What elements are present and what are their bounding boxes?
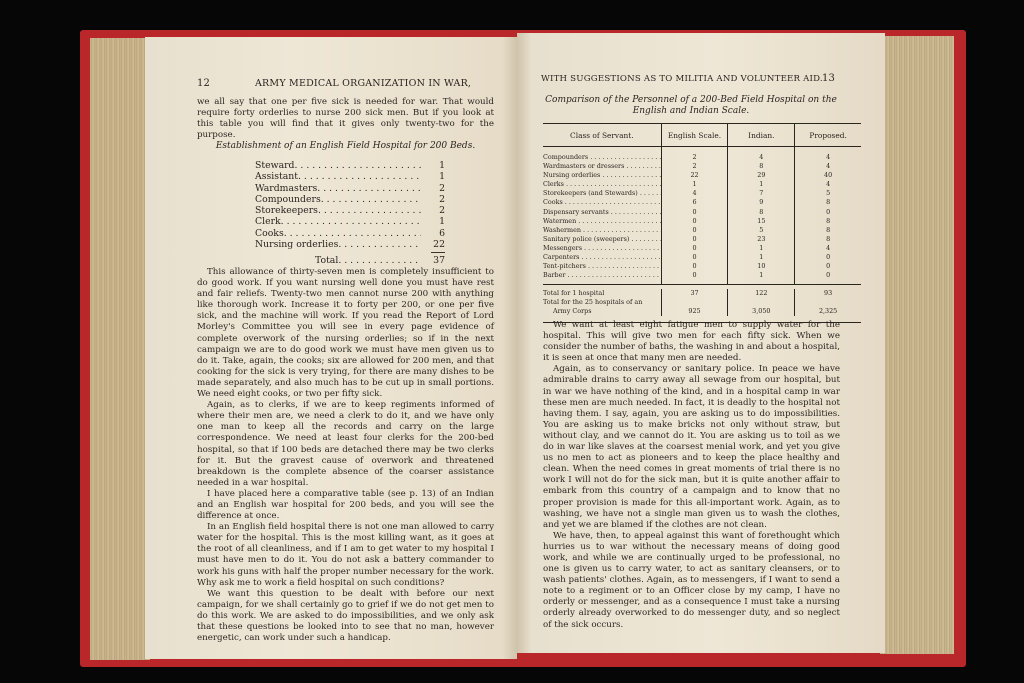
column-header: Proposed. xyxy=(794,124,861,146)
establishment-row: Storekeepers . . . 2 xyxy=(255,205,445,216)
left-body xyxy=(197,267,494,644)
comparison-table xyxy=(543,123,861,323)
table-row: Wardmasters or dressers . . . 2 8 4 xyxy=(543,162,861,171)
table-row: Barber . . . 0 1 0 xyxy=(543,271,861,280)
intro-text: we all say that one per five sick is needed for war. That would require forty orderlies to nurse 200 sick men. But if you look at this table you will find that it gives only twenty-two for the purpose. xyxy=(197,97,494,141)
right-body xyxy=(543,320,840,631)
intro-paragraph xyxy=(197,97,494,141)
column-header: Class of Servant. xyxy=(570,130,634,140)
establishment-total: Total . . . 37 xyxy=(255,255,445,266)
establishment-row: Compounders . . . 2 xyxy=(255,194,445,205)
establishment-row: Wardmasters . . . 2 xyxy=(255,183,445,194)
table-header xyxy=(543,124,861,147)
paragraph: We want at least eight fatigue men to supply water for the hospital. This will give two men for each fifty sick. When we consider the number of baths, the washing in and about a hospital, it is seen at once that many men are needed. xyxy=(543,320,840,364)
table-row: Dispensary servants . . . 0 8 0 xyxy=(543,208,861,217)
table-row: Storekeepers (and Stewards) . . . 4 7 5 xyxy=(543,189,861,198)
establishment-table xyxy=(255,160,445,267)
establishment-row: Assistant . . . 1 xyxy=(255,171,445,182)
running-head-left: ARMY MEDICAL ORGANIZATION IN WAR, xyxy=(255,78,472,89)
establishment-row: Steward . . . 1 xyxy=(255,160,445,171)
table-row: Messengers . . . 0 1 4 xyxy=(543,244,861,253)
table-row: Sanitary police (sweepers) . . . 0 23 8 xyxy=(543,235,861,244)
table-totals xyxy=(543,284,861,323)
left-page-edges xyxy=(90,38,150,660)
column-header: Indian. xyxy=(727,124,794,146)
table-row: Clerks . . . 1 1 4 xyxy=(543,180,861,189)
total-rule xyxy=(431,252,445,253)
total-row: Army Corps 925 3,050 2,325 xyxy=(543,307,861,322)
left-page xyxy=(145,37,517,659)
paragraph: I have placed here a comparative table (see p. 13) of an Indian and an English war hospital for 200 beds, and you will see the difference at once. xyxy=(197,488,494,522)
page-number-right: 13 xyxy=(822,73,836,84)
total-row-line: Total for the 25 hospitals of an xyxy=(543,298,861,307)
table-row: Compounders . . . 2 4 4 xyxy=(543,153,861,162)
running-head-right: WITH SUGGESTIONS AS TO MILITIA AND VOLUNTEER AID. xyxy=(541,74,823,84)
table-row: Nursing orderlies . . . 22 29 40 xyxy=(543,171,861,180)
column-header: English Scale. xyxy=(661,124,728,146)
table-row: Carpenters . . . 0 1 0 xyxy=(543,253,861,262)
right-page xyxy=(517,33,885,653)
table-row: Tent-pitchers . . . 0 10 0 xyxy=(543,262,861,271)
paragraph: We want this question to be dealt with before our next campaign, for we shall certainly go to grief if we do not get men to do this work. We are asked to do impossibilities, and we only ask that these questions be looked into to see that no man, however energetic, can work under such a handicap. xyxy=(197,588,494,644)
establishment-row: Clerk . . . 1 xyxy=(255,216,445,227)
establishment-row: Nursing orderlies . . . 22 xyxy=(255,239,445,250)
table-row: Cooks . . . 6 9 8 xyxy=(543,198,861,207)
paragraph: Again, as to conservancy or sanitary police. In peace we have admirable drains to carry away all sewage from our hospital, but in war we have nothing of the kind, and in a hospital camp in war these men are much needed. In fact, it is deadly to the hospital not having them. I say, again, you are asking us to do impossibilities. You are asking us to make bricks not only without straw, but without clay, and we cannot do it. You are asking us to toil as we do in war like slaves at the coarsest menial work, and yet you give us no men to act as pioneers and to keep the place healthy and clean. When the need comes in great moments of trial there is no work I will not do for the sick man, but it is quite another affair to embark from this country of a campaign and to know that no proper provision is made for this all-important work. Again, as to washing, we have not a single man given us to wash the clothes, and yet we are blamed if the clothes are not clean. xyxy=(543,364,840,530)
establishment-title: Establishment of an English Field Hospital for 200 Beds. xyxy=(215,141,476,151)
paragraph: In an English field hospital there is not one man allowed to carry water for the hospital. This is the most killing want, as it goes at the root of all cleanliness, and if I am to get water to my hospital I must have men to do it. You do not ask a battery commander to work his guns with half the proper number necessary for the work. Why ask me to work a field hospital on such conditions? xyxy=(197,522,494,588)
table-row: Watermen . . . 0 15 8 xyxy=(543,217,861,226)
paragraph: Again, as to clerks, if we are to keep regiments informed of where their men are, we need a clerk to do it, and we have only one man to keep all the records and carry on the large correspondence. We need at least four clerks for the 200-bed hospital, so that if 100 beds are detached there may be two clerks for it. But the gravest cause of overwork and threatened breakdown is the complete absence of the coarser assistance needed in a war hospital. xyxy=(197,400,494,488)
paragraph: This allowance of thirty-seven men is completely insufficient to do good work. If you want nursing well done you must have rest and fair reliefs. Twenty-two men cannot nurse 200 with anything like thorough work. Increase it to forty per 200, or one per five sick, and the machine will work. If you read the Report of Lord Morley's Committee you will see in every page evidence of complete overwork of the nursing orderlies; so if in the next campaign we are to do good work we must have men given us to do it. Take, again, the cooks; six are allowed for 200 men, and that cooking for the sick is very trying, for there are many dishes to be made separately, and also much has to be cut up in small portions. We need eight cooks, or two per fifty sick. xyxy=(197,267,494,400)
table-row: Washermen . . . 0 5 8 xyxy=(543,226,861,235)
total-row: Total for 1 hospital 37 122 93 xyxy=(543,289,861,298)
establishment-row: Cooks . . . 6 xyxy=(255,228,445,239)
right-page-edges xyxy=(880,36,954,654)
paragraph: We have, then, to appeal against this want of forethought which hurries us to war without the necessary means of doing good work, and while we are continually urged to be professional, no one is given us to carry water, to act as sanitary cleansers, or to wash patients' clothes. Again, as to messengers, if I want to send a note to a regiment or to an Officer close by my camp, I have no orderly or messenger, and as a consequence I must take a nursing orderly already overworked to do messenger duty, and so neglect of the sick occurs. xyxy=(543,530,840,630)
page-number-left: 12 xyxy=(197,78,211,89)
comparison-title: Comparison of the Personnel of a 200-Bed Field Hospital on the English and Indian Scale. xyxy=(545,95,837,116)
